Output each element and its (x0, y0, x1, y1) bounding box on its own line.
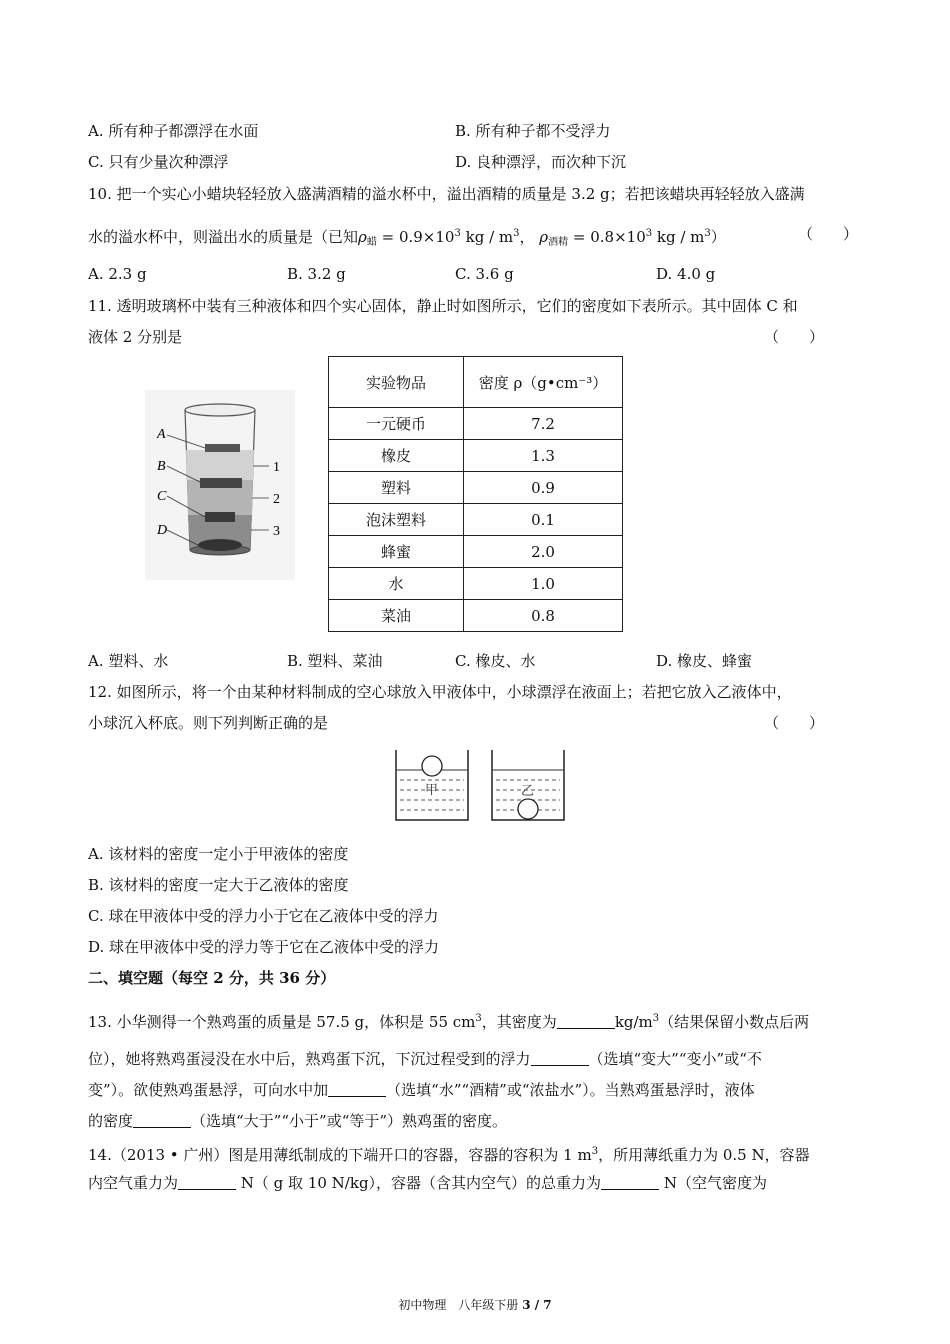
table-row (329, 440, 623, 472)
q10-option-a: A. 2.3 g (88, 265, 147, 283)
q11-option-d: D. 橡皮、蜂蜜 (656, 652, 753, 670)
q9-option-a: A. 所有种子都漂浮在水面 (88, 122, 259, 140)
q12-label-jia: 甲 (425, 783, 439, 798)
q13-line4: 的密度 （选填“大于”“小于”或“等于”）熟鸡蛋的密度。 (88, 1112, 508, 1130)
q9-option-b: B. 所有种子都不受浮力 (455, 122, 611, 140)
q11-option-b: B. 塑料、菜油 (287, 652, 383, 670)
q11-label-2: 2 (273, 492, 280, 507)
table-header-row (329, 357, 623, 408)
q14-blank-2[interactable] (601, 1175, 659, 1190)
table-cell-density: 2.0 (464, 536, 623, 568)
q10-stem-line2: 水的溢水杯中，则溢出水的质量是（已知$\rho_蜡 = 0.9\times 10^3$ kg / $m^3$， $\rho_{酒精} = 0.8\times 10^3$ kg / $m^3$） (88, 228, 726, 248)
q13-blank-1[interactable] (557, 1014, 615, 1029)
footer-text: 初中物理 八年级下册 (398, 1298, 519, 1312)
q11-label-d: D (157, 523, 168, 538)
table-cell-density: 1.0 (464, 568, 623, 600)
q13-line1: 13. 小华测得一个熟鸡蛋的质量是 57.5 g，体积是 55 $cm^3$，其密度为 $kg/m^3$（结果保留小数点后两 (88, 1013, 810, 1031)
q13-line3: 变”）。欲使熟鸡蛋悬浮，可向水中加 （选填“水”“酒精”或“浓盐水”）。当熟鸡蛋悬浮时，液体 (88, 1081, 755, 1099)
table-row (329, 504, 623, 536)
q10-option-c: C. 3.6 g (455, 265, 514, 283)
q12-stem-line2: 小球沉入杯底。则下列判断正确的是 (88, 714, 329, 732)
table-row (329, 472, 623, 504)
table-row (329, 536, 623, 568)
q11-density-table (328, 356, 623, 632)
q14-line2: 内空气重力为 N（ g 取 10 N/kg），容器（含其内空气）的总重力为 N（空气密度为 (88, 1174, 767, 1192)
q12-ball-floating (422, 756, 442, 776)
q11-label-c: C (157, 489, 167, 504)
q13-blank-3[interactable] (328, 1082, 386, 1097)
q12-beakers-figure (388, 748, 568, 828)
q10-stem-line1: 10. 把一个实心小蜡块轻轻放入盛满酒精的溢水杯中，溢出酒精的质量是 3.2 g；若把该蜡块再轻轻放入盛满 (88, 185, 805, 203)
table-cell-item: 一元硬币 (329, 408, 464, 440)
q12-option-c: C. 球在甲液体中受的浮力小于它在乙液体中受的浮力 (88, 907, 439, 925)
q12-answer-paren: （ ） (764, 714, 825, 732)
table-row (329, 408, 623, 440)
table-row (329, 568, 623, 600)
table-cell-item: 蜂蜜 (329, 536, 464, 568)
q11-solid-a (205, 444, 240, 452)
q11-label-a: A (157, 427, 166, 442)
q14-line1: 14.（2013 • 广州）图是用薄纸制成的下端开口的容器，容器的容积为 1 $m^3$，所用薄纸重力为 0.5 N，容器 (88, 1146, 810, 1164)
q11-solid-d (198, 539, 242, 551)
q12-option-d: D. 球在甲液体中受的浮力等于它在乙液体中受的浮力 (88, 938, 440, 956)
table-cell-density: 0.9 (464, 472, 623, 504)
table-cell-density: 7.2 (464, 408, 623, 440)
table-cell-item: 橡皮 (329, 440, 464, 472)
q10-option-d: D. 4.0 g (656, 265, 716, 283)
q13-blank-2[interactable] (531, 1051, 589, 1066)
q11-option-c: C. 橡皮、水 (455, 652, 536, 670)
q11-label-b: B (157, 459, 166, 474)
table-cell-density: 0.1 (464, 504, 623, 536)
q10-answer-paren: （ ） (798, 225, 859, 243)
q13-blank-4[interactable] (133, 1113, 191, 1128)
q11-solid-c (205, 512, 235, 522)
q11-stem-line1: 11. 透明玻璃杯中装有三种液体和四个实心固体，静止时如图所示，它们的密度如下表所示。其中固体 C 和 (88, 297, 798, 315)
page-number: 3 / 7 (522, 1298, 552, 1312)
q9-option-d: D. 良种漂浮，而次种下沉 (455, 153, 627, 171)
q12-ball-sunk (518, 799, 538, 819)
table-cell-density: 0.8 (464, 600, 623, 632)
table-cell-item: 水 (329, 568, 464, 600)
q12-option-a: A. 该材料的密度一定小于甲液体的密度 (88, 845, 349, 863)
table-cell-item: 塑料 (329, 472, 464, 504)
q12-option-b: B. 该材料的密度一定大于乙液体的密度 (88, 876, 349, 894)
q11-label-3: 3 (273, 524, 280, 539)
table-header-density: 密度 ρ（g•cm⁻³） (464, 357, 623, 408)
q11-solid-b (200, 478, 242, 488)
q11-glass-figure (145, 390, 295, 580)
table-cell-density: 1.3 (464, 440, 623, 472)
table-cell-item: 菜油 (329, 600, 464, 632)
q11-option-a: A. 塑料、水 (88, 652, 169, 670)
q11-stem-line2: 液体 2 分别是 (88, 328, 183, 346)
q12-stem-line1: 12. 如图所示，将一个由某种材料制成的空心球放入甲液体中，小球漂浮在液面上；若把它放入乙液体中， (88, 683, 792, 701)
table-row (329, 600, 623, 632)
section-heading-fill-blank: 二、填空题（每空 2 分，共 36 分） (88, 969, 336, 987)
table-header-item: 实验物品 (329, 357, 464, 408)
q12-label-yi: 乙 (521, 784, 535, 799)
page-footer (0, 1296, 950, 1313)
table-cell-item: 泡沫塑料 (329, 504, 464, 536)
q9-option-c: C. 只有少量次种漂浮 (88, 153, 229, 171)
q10-option-b: B. 3.2 g (287, 265, 346, 283)
q13-line2: 位），她将熟鸡蛋浸没在水中后，熟鸡蛋下沉，下沉过程受到的浮力 （选填“变大”“变小”或“不 (88, 1050, 762, 1068)
q11-answer-paren: （ ） (764, 328, 825, 346)
q14-blank-1[interactable] (178, 1175, 236, 1190)
q11-label-1: 1 (273, 460, 280, 475)
